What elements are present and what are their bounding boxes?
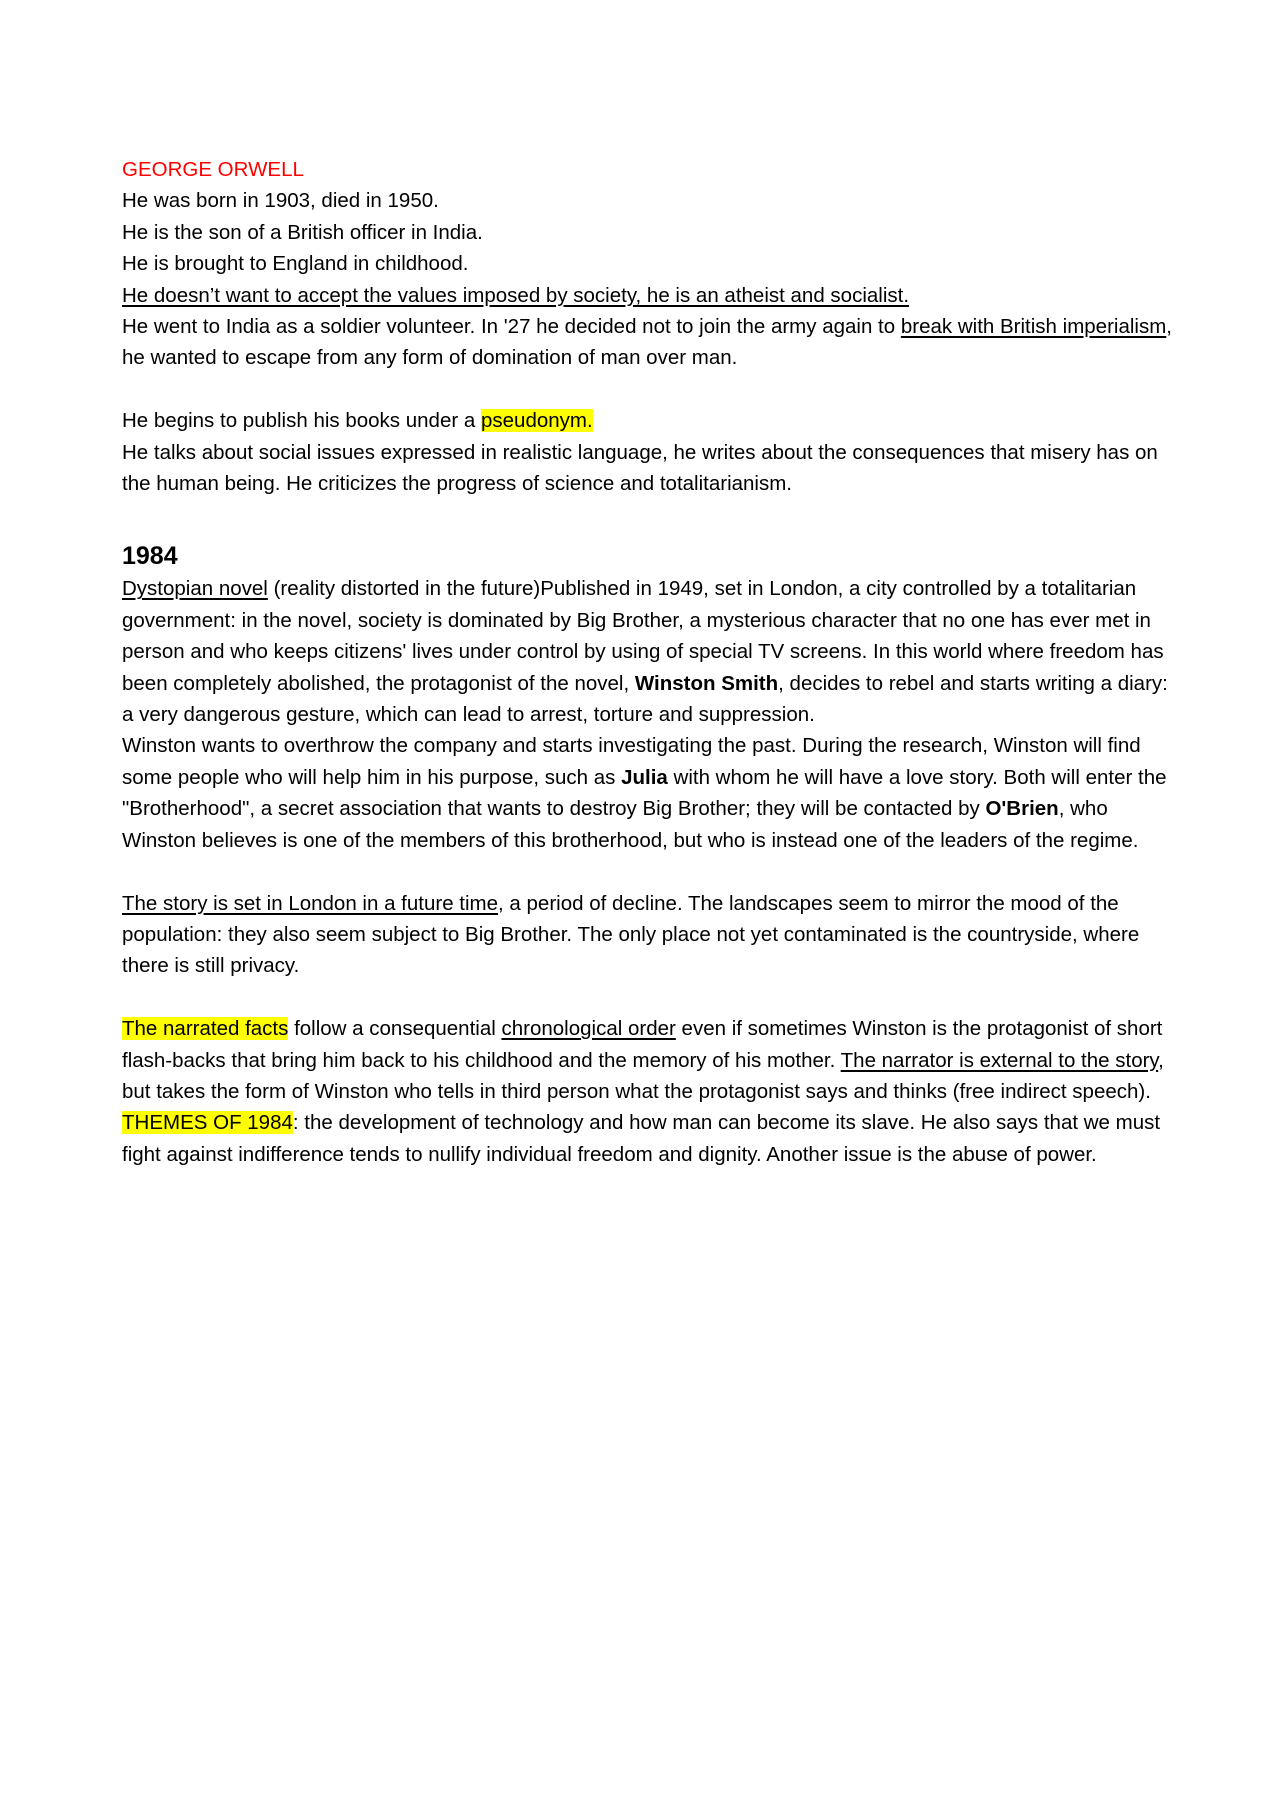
india-text-end: , he wanted to escape from any form of domination of man over man.: [122, 315, 1172, 370]
orwell-line-values: [122, 280, 1172, 311]
narration-text-b: even if sometimes Winston is the protagonist of short flash-backs that bring him back to his childhood and the memory of his mother.: [122, 1017, 1163, 1072]
underlined-imperialism-text: break with British imperialism: [900, 315, 1167, 339]
novel-paragraph-winston: [122, 730, 1172, 856]
narration-text-a: follow a consequential: [288, 1017, 502, 1041]
narration-text-c: , but takes the form of Winston who tells in third person what the protagonist says and thinks (free indirect speech).: [122, 1048, 1164, 1103]
dystopian-text-end: , decides to rebel and starts writing a diary: a very dangerous gesture, which can lead to arrest, torture and suppression.: [122, 671, 1168, 727]
underlined-values-text: He doesn’t want to accept the values imposed by society, he is an atheist and socialist.: [122, 283, 910, 307]
dystopian-text-body: (reality distorted in the future)Published in 1949, set in London, a city controlled by a totalitarian government: in the novel, society is dominated by Big Brother, a mysterious character that no one has ever met in person and who keeps citizens' lives under control by using of special TV screens. In this world where freedom has been completely abolished, the protagonist of the novel,: [122, 577, 1164, 695]
orwell-line-england: He is brought to England in childhood.: [122, 252, 469, 276]
orwell-line-india: [122, 311, 1172, 374]
india-text-start: He went to India as a soldier volunteer. In '27 he decided not to join the army again to: [122, 315, 901, 339]
setting-text-body: , a period of decline. The landscapes seem to mirror the mood of the population: they also seem subject to Big Brother. The only place not yet contaminated is the countryside, where there is still privacy.: [122, 891, 1140, 978]
section-gap: [122, 499, 1172, 539]
pseudonym-text-start: He begins to publish his books under a: [122, 409, 481, 433]
orwell-title: GEORGE ORWELL: [122, 158, 304, 181]
novel-paragraph-setting: [122, 888, 1172, 982]
winston-text-middle: with whom he will have a love story. Both will enter the "Brotherhood", a secret association that wants to destroy Big Brother; they will be contacted by: [122, 765, 1167, 821]
orwell-line-pseudonym: [122, 405, 1172, 436]
bold-winston-smith: Winston Smith: [634, 671, 779, 695]
orwell-line-born: He was born in 1903, died in 1950.: [122, 189, 439, 213]
novel-paragraph-themes: [122, 1107, 1172, 1170]
paragraph-gap: [122, 982, 1172, 1013]
paragraph-gap: [122, 856, 1172, 887]
orwell-line-issues: He talks about social issues expressed in realistic language, he writes about the consequences that misery has on the human being. He criticizes the progress of science and totalitarianism.: [122, 440, 1158, 496]
underlined-chronological-order: chronological order: [501, 1017, 676, 1041]
highlighted-themes-label: THEMES OF 1984: [122, 1111, 293, 1135]
document-body: [122, 154, 1172, 1170]
bold-julia: Julia: [621, 765, 668, 789]
underlined-dystopian-text: Dystopian novel: [122, 577, 268, 601]
highlighted-pseudonym-text: pseudonym.: [480, 409, 593, 433]
underlined-narrator-external: The narrator is external to the story: [840, 1048, 1159, 1072]
winston-text-start: Winston wants to overthrow the company and starts investigating the past. During the research, Winston will find some people who will help him in his purpose, such as: [122, 734, 1141, 789]
highlighted-narrated-facts: The narrated facts: [122, 1017, 289, 1041]
novel-heading: 1984: [122, 542, 178, 571]
paragraph-gap: [122, 374, 1172, 405]
themes-text-body: : the development of technology and how man can become its slave. He also says that we must fight against indifference tends to nullify individual freedom and dignity. Another issue is the abuse of power.: [122, 1111, 1161, 1166]
underlined-setting-text: The story is set in London in a future time: [122, 891, 499, 915]
winston-text-end: , who Winston believes is one of the members of this brotherhood, but who is instead one of the leaders of the regime.: [122, 797, 1139, 852]
novel-paragraph-narration: [122, 1013, 1172, 1107]
orwell-line-son: He is the son of a British officer in India.: [122, 220, 483, 244]
novel-paragraph-dystopian: [122, 573, 1172, 730]
bold-obrien: O'Brien: [985, 797, 1059, 821]
